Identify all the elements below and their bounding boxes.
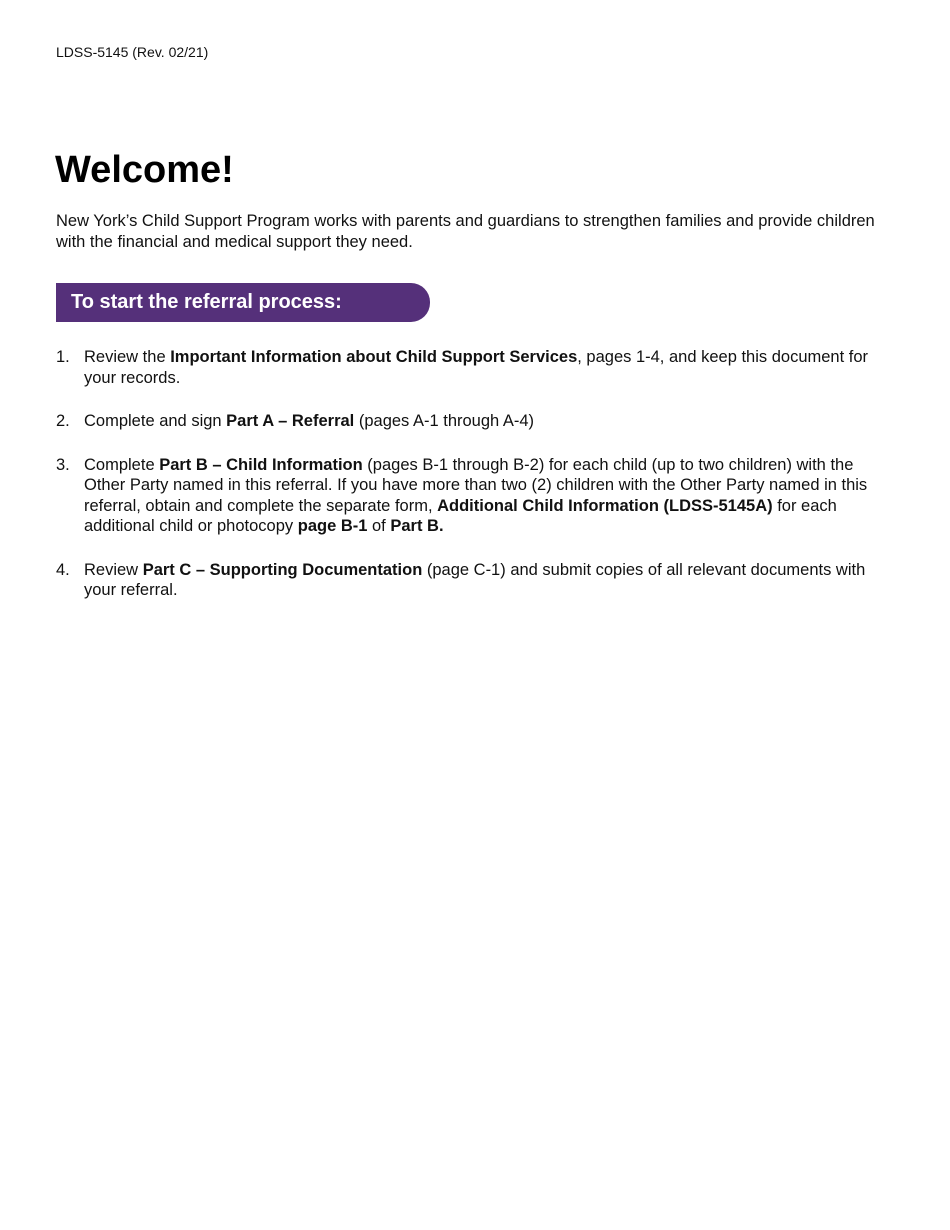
step-emphasis: Part B.: [390, 517, 444, 535]
step-emphasis: Part B – Child Information: [159, 455, 363, 474]
step-emphasis: Important Information about Child Support Services: [170, 348, 578, 366]
step-number: 4.: [56, 560, 70, 579]
section-banner: [56, 283, 430, 322]
step-number: 3.: [56, 455, 70, 474]
step-1: [56, 347, 898, 388]
step-number: 1.: [56, 348, 70, 366]
step-number: 2.: [56, 412, 70, 430]
step-text: Review Part C – Supporting Documentation (page C-1) and submit copies of all relevant documents with your referral.: [84, 560, 866, 599]
step-emphasis: Additional Child Information (LDSS-5145A): [437, 496, 773, 515]
form-id: LDSS-5145 (Rev. 02/21): [56, 44, 209, 60]
page-title: Welcome!: [55, 149, 234, 191]
referral-steps-list: [56, 347, 898, 624]
step-2: [56, 411, 898, 432]
step-3: [56, 455, 898, 537]
step-text: Complete and sign Part A – Referral (pages A-1 through A-4): [84, 412, 535, 430]
step-4: [56, 560, 898, 601]
intro-paragraph: New York’s Child Support Program works with parents and guardians to strengthen families and provide children with the financial and medical support they need.: [56, 212, 875, 251]
step-emphasis: Part A – Referral: [226, 412, 355, 430]
step-emphasis: Part C – Supporting Documentation: [142, 560, 423, 579]
step-text: Complete Part B – Child Information (pages B-1 through B-2) for each child (up to two children) with the Other Party named in this referral. If you have more than two (2) children with the Other Party named in this referral, obtain and complete the separate form, Additional Child Information (LDSS-5145A) for each additional child or photocopy page B-1 of Part B.: [84, 455, 868, 535]
section-banner-label: To start the referral process:: [71, 291, 342, 313]
step-text: Review the Important Information about Child Support Services, pages 1-4, and keep this document for your records.: [84, 348, 869, 387]
step-emphasis: page B-1: [297, 517, 368, 535]
